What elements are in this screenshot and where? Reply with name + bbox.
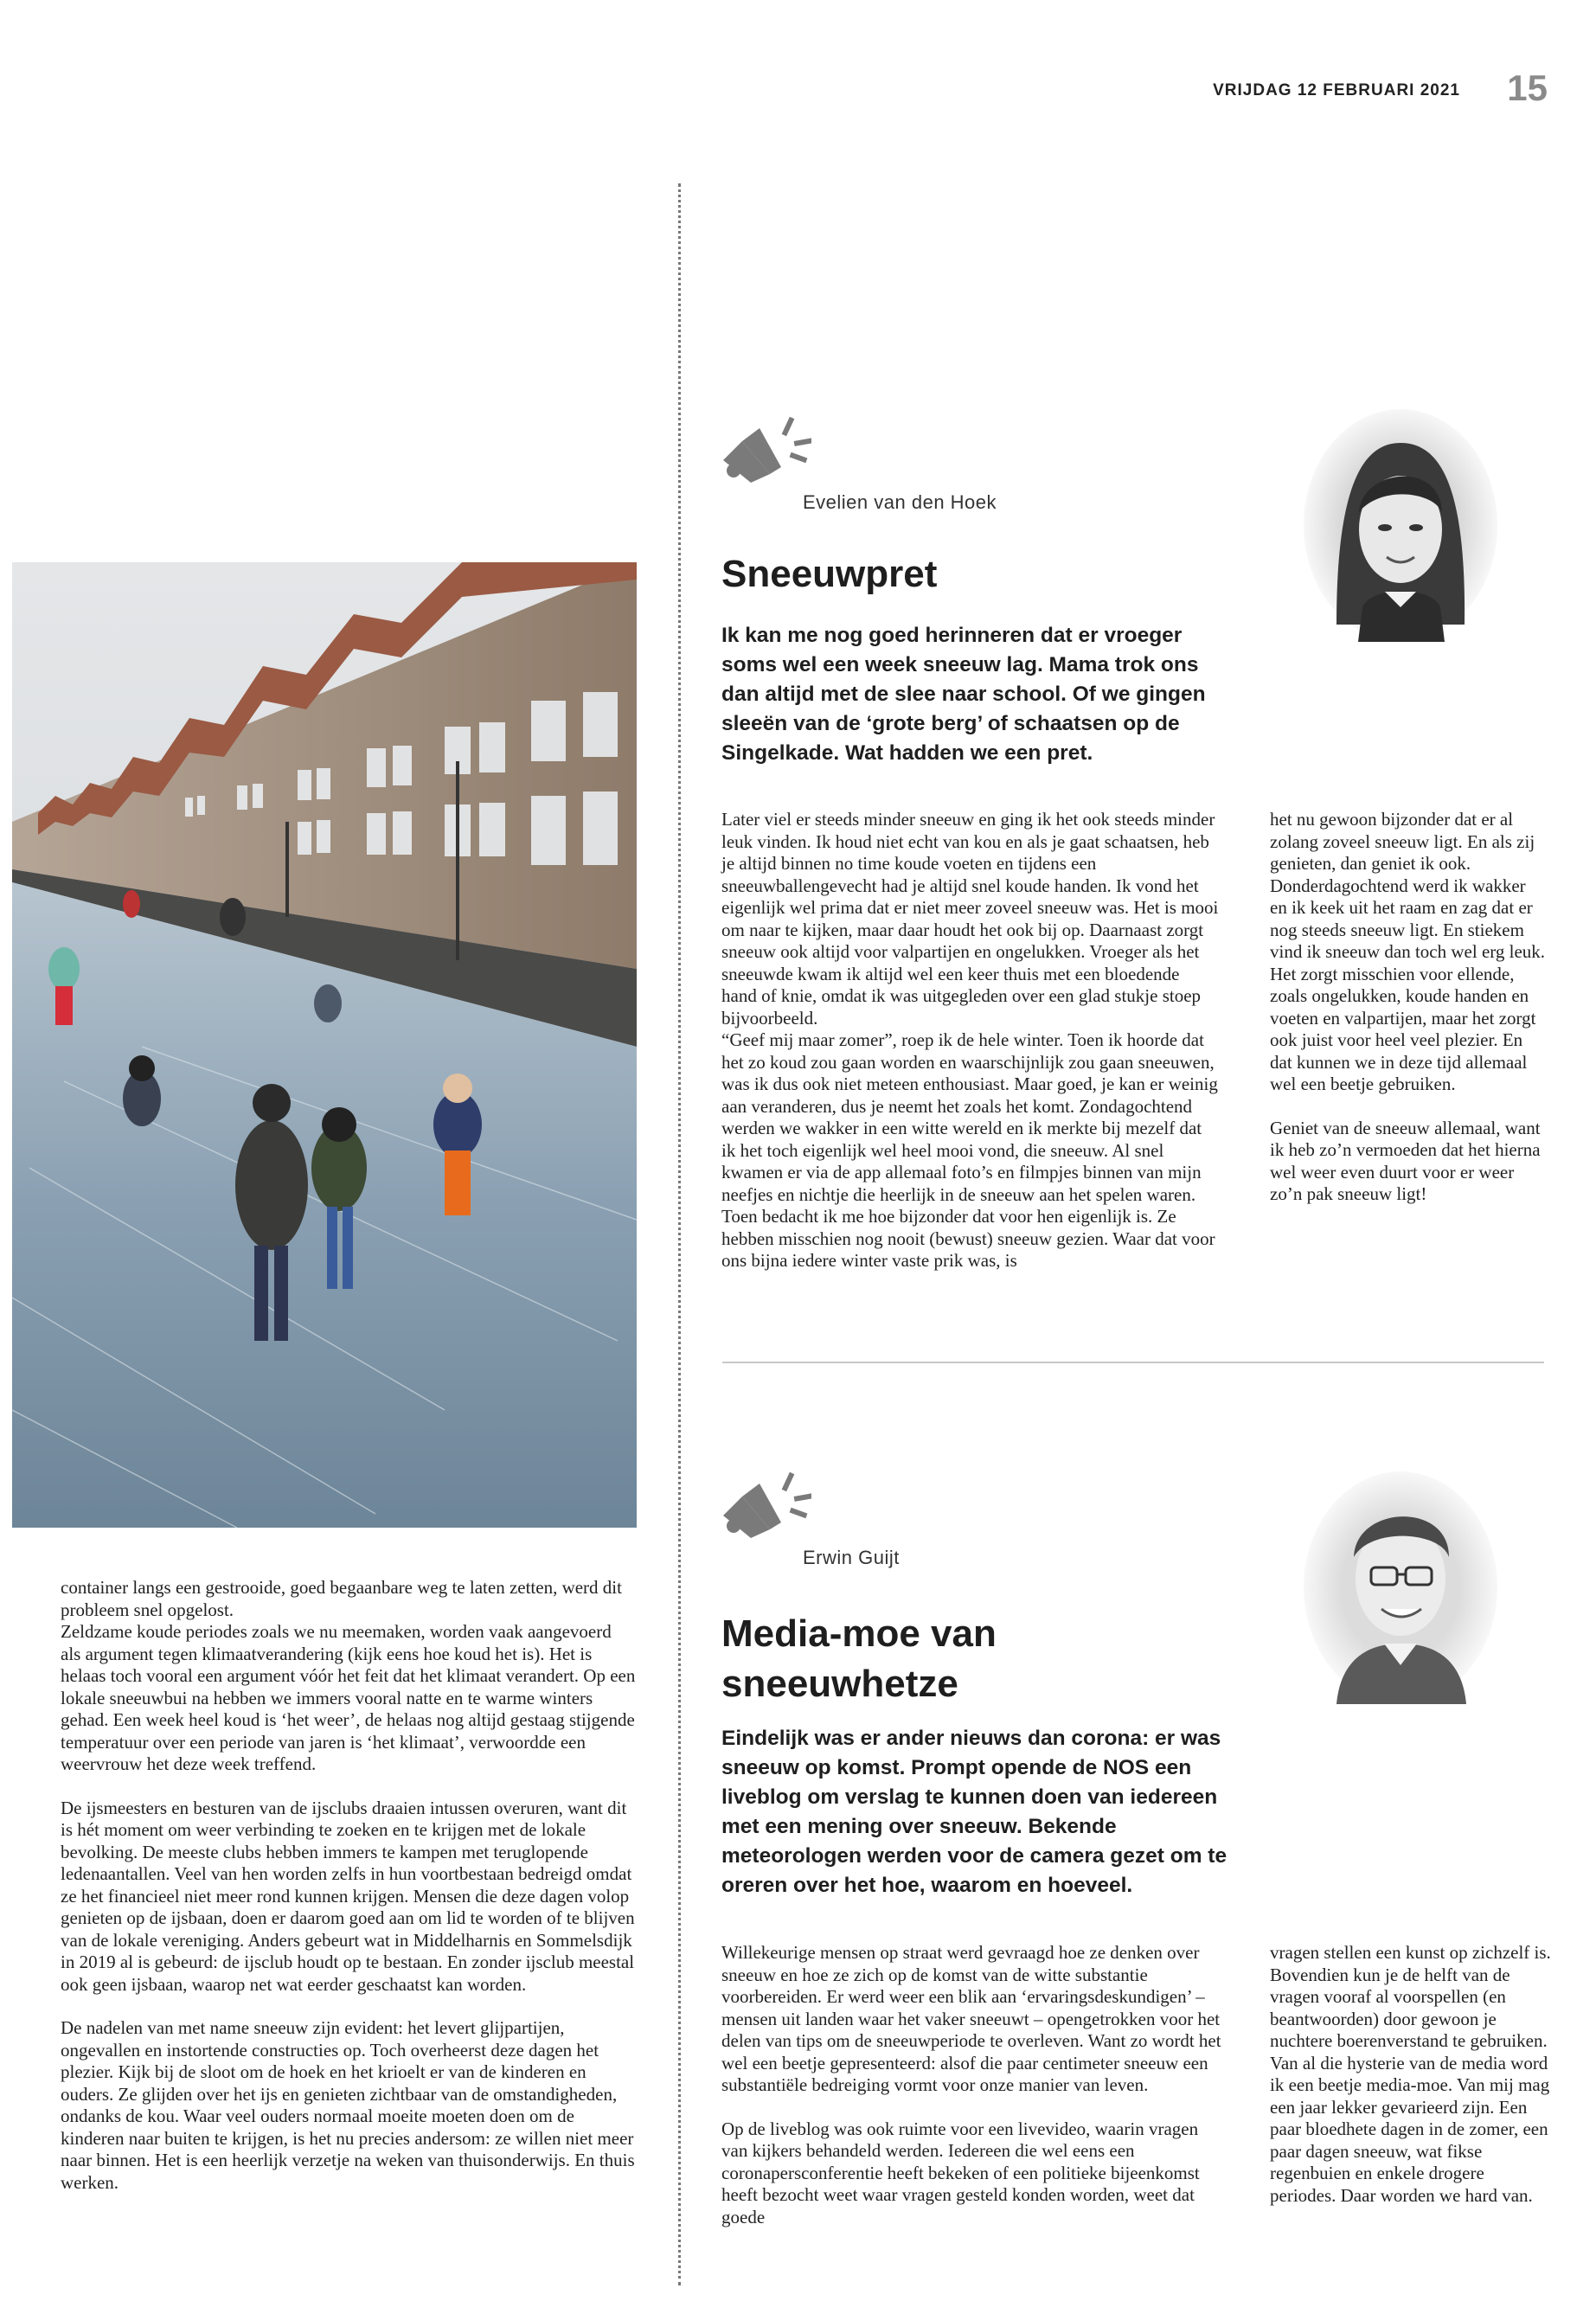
article2-author: Erwin Guijt [803, 1547, 900, 1568]
left-paragraph-1: container langs een gestrooide, goed begaanbare weg te laten zetten, werd dit probleem snel opgelost. Zeldzame koude periodes zoals we nu meemaken, worden vaak aangevoerd als argument tegen klimaatverandering (kijk eens hoe koud het is). Het is helaas toch vooral een argument vóór het feit dat het klimaat verandert. Op een lokale sneeuwbui na hebben we immers vooral natte en te warme winters gehad. Een week heel koud is ‘het weer’, de helaas nog altijd gestaag stijgende temperatuur over een periode van jaren is ‘het klimaat’, verwoordde een weervrouw het deze week treffend. [61, 1577, 636, 1774]
portrait-sketch-woman [1302, 408, 1499, 642]
left-paragraph-2: De ijsmeesters en besturen van de ijsclubs draaien intussen overuren, want dit is hét moment om weer verbinding te zoeken en te krijgen met de lokale bevolking. De meeste clubs hebben immers te kampen met teruglopende ledenaantallen. Veel van hen worden zelfs in hun voortbestaan bedreigd omdat ze het financieel niet meer rond kunnen krijgen. Mensen die deze dagen volop genieten op de ijsbaan, doen er daarom goed aan om lid te worden of te blijven van de lokale vereniging. Anders gebeurt wat in Middelharnis en Sommelsdijk in 2019 al is gebeurd: de ijsclub houdt op te bestaan. En zonder ijsclub meestal ook geen ijsbaan, waarop net wat eerder geschaatst kan worden. [61, 1797, 635, 1995]
article2-title [721, 1609, 997, 1709]
megaphone-icon [716, 1462, 811, 1548]
left-paragraph-3: De nadelen van met name sneeuw zijn evident: het levert glijpartijen, ongevallen en instortende constructies op. Toch overheerst deze dagen het plezier. Kijk bij de sloot om de hoek en het krioelt er van de kinderen en ouders. Ze glijden over het ijs en genieten zichtbaar van de omstandigheden, ondanks de kou. Waar veel ouders normaal moeite moeten doen om de kinderen naar buiten te krijgen, is het nu precies andersom: ze willen niet meer naar binnen. Het is een heerlijk verzetje na weken van thuisonderwijs. En thuis werken. [61, 2017, 635, 2193]
dateline [0, 67, 1596, 108]
column-divider-dotted [678, 183, 681, 2285]
article1-column-2 [1270, 809, 1547, 1206]
article1-title: Sneeuwpret [721, 553, 938, 595]
article2-title-line-1: Media-moe van [721, 1612, 997, 1655]
page-number: 15 [1507, 67, 1548, 108]
article-divider [722, 1362, 1544, 1363]
article1-col1-paragraph-1: Later viel er steeds minder sneeuw en ging ik het ook steeds minder leuk vinden. Ik houd niet echt van kou en als je gaat schaatsen, heb je altijd binnen no time koude voeten en tijdens een sneeuwballengevecht had je altijd snel koude handen. Ik vond het eigenlijk wel prima dat er niet meer zoveel sneeuw was. Het is mooi om naar te kijken, maar daar houdt het ook bij op. Daarnaast zorgt sneeuw ook altijd voor valpartijen en ongelukken. Vroeger als het sneeuwde kwam ik altijd wel een keer thuis met een bloedende hand of knie, omdat ik was uitgegleden over een glad stukje stoep bijvoorbeeld. “Geef mij maar zomer”, roep ik de hele winter. Toen ik hoorde dat het zo koud zou gaan worden en waarschijnlijk zou gaan sneeuwen, was ik dus ook niet meteen enthousiast. Maar goed, je kan er weinig aan veranderen, dus je neemt het zoals het komt. Zondagochtend werden we wakker in een witte wereld en ik merkte bij mezelf dat ik het toch eigenlijk wel heel mooi vond, die sneeuw. Al snel kwamen er via de app allemaal foto’s en filmpjes binnen van mijn neefjes en nichtje die heerlijk in de sneeuw aan het spelen waren. Toen bedacht ik me hoe bijzonder dat voor hen eigenlijk is. Ze hebben misschien nog nooit (bewust) sneeuw gezien. Waar dat voor ons bijna iedere winter vaste prik was, is [721, 809, 1219, 1271]
article1-author: Evelien van den Hoek [803, 491, 997, 513]
article2-title-line-2: sneeuwhetze [721, 1663, 958, 1705]
article1-column-1 [721, 809, 1219, 1272]
photo-skating-canal [12, 562, 637, 1528]
article2-col1-paragraph-1: Willekeurige mensen op straat werd gevraagd hoe ze denken over sneeuw en hoe ze zich op de komst van de witte substantie voorbereiden. Er werd weer een blik aan ‘ervaringsdeskundigen’ – mensen uit landen waar het vaker sneeuwt – opengetrokken voor het delen van tips om de sneeuwperiode te overleven. Want zo wordt het wel een beetje gepresenteerd: alsof die paar centimeter sneeuw een substantiële bedreiging vormt voor onze manier van leven. [721, 1942, 1221, 2095]
article1-col2-paragraph-2: Geniet van de sneeuw allemaal, want ik heb zo’n vermoeden dat het hierna wel weer even duurt voor er weer zo’n pak sneeuw ligt! [1270, 1117, 1541, 1204]
article1-col2-paragraph-1: het nu gewoon bijzonder dat er al zolang zoveel sneeuw ligt. En als zij genieten, dan geniet ik ook. Donderdagochtend werd ik wakker en ik keek uit het raam en zag dat er nog steeds sneeuw ligt. En stiekem vind ik sneeuw dan toch wel erg leuk. Het zorgt misschien voor ellende, zoals ongelukken, koude handen en voeten en valpartijen, maar het zorgt ook juist voor heel veel plezier. En dat kunnen we in deze tijd allemaal wel een beetje gebruiken. [1270, 809, 1546, 1094]
article1-intro: Ik kan me nog goed herinneren dat er vroeger soms wel een week sneeuw lag. Mama trok ons dan altijd met de slee naar school. Of we gingen sleeën van de ‘grote berg’ of schaatsen op de Singelkade. Wat hadden we een pret. [721, 624, 1206, 765]
issue-date: VRIJDAG 12 FEBRUARI 2021 [1213, 81, 1460, 99]
article2-col2-paragraph-1: vragen stellen een kunst op zichzelf is. Bovendien kun je de helft van de vragen vooraf al voorspellen (en beantwoorden) door gewoon je nuchtere boerenverstand te gebruiken. Van al die hysterie van de media word ik een beetje media-moe. Van mij mag een jaar lekker gevarieerd zijn. Een paar bloedhete dagen in de zomer, een paar dagen sneeuw, wat fikse regenbuien en enkele drogere periodes. Daar worden we hard van. [1270, 1942, 1551, 2206]
article2-column-2 [1270, 1942, 1551, 2207]
megaphone-icon [716, 407, 811, 493]
portrait-sketch-man [1302, 1471, 1499, 1704]
left-column-text [61, 1577, 636, 2194]
article2-col1-paragraph-2: Op de liveblog was ook ruimte voor een livevideo, waarin vragen van kijkers behandeld werden. Iedereen die wel eens een coronapersconferentie heeft bekeken of een politieke bijeenkomst heeft bezocht weet waar vragen gesteld konden worden, weet dat goede [721, 2118, 1200, 2227]
article2-intro: Eindelijk was er ander nieuws dan corona: er was sneeuw op komst. Prompt opende de NOS een liveblog om verslag te kunnen doen van iedereen met een mening over sneeuw. Bekende meteorologen werden voor de camera gezet om te oreren over het hoe, waarom en hoeveel. [721, 1727, 1227, 1897]
article2-column-1 [721, 1942, 1223, 2228]
